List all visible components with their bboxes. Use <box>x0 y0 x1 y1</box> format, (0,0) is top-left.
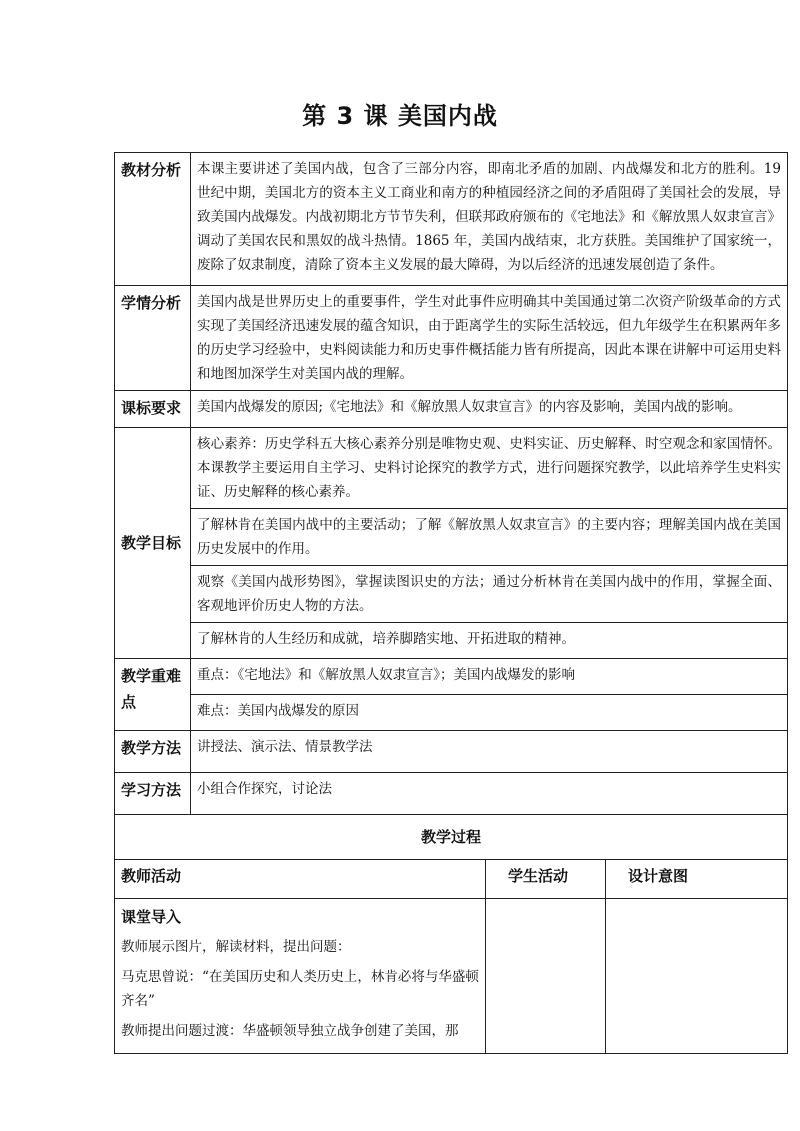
goal-item: 了解林肯的人生经历和成就，培养脚踏实地、开拓进取的精神。 <box>191 623 788 659</box>
goal-item: 观察《美国内战形势图》，掌握读图识史的方法；通过分析林肯在美国内战中的作用，掌握全面、客观地评价历史人物的方法。 <box>191 566 788 623</box>
row-label: 学习方法 <box>115 773 191 815</box>
process-table <box>114 814 788 1054</box>
row-content: 本课主要讲述了美国内战，包含了三部分内容，即南北矛盾的加剧、内战爆发和北方的胜利。19 世纪中期，美国北方的资本主义工商业和南方的种植园经济之间的矛盾阻碍了美国社会的发展，导致美国内战爆发。内战初期北方节节失利，但联邦政府颁布的《宅地法》和《解放黑人奴隶宣言》调动了美国农民和黑奴的战斗热情。1865 年，美国内战结束，北方获胜。美国维护了国家统一，废除了奴隶制度，清除了资本主义发展的最大障碍，为以后经济的迅速发展创造了条件。 <box>191 153 788 286</box>
key-item: 重点：《宅地法》和《解放黑人奴隶宣言》；美国内战爆发的影响 <box>191 659 788 695</box>
row-learning-method <box>115 773 788 815</box>
row-content: 美国内战是世界历史上的重要事件，学生对此事件应明确其中美国通过第二次资产阶级革命的方式实现了美国经济迅速发展的蕴含知识，由于距离学生的实际生活较远，但九年级学生在积累两年多的历史学习经验中，史料阅读能力和历史事件概括能力皆有所提高，因此本课在讲解中可运用史料和地图加深学生对美国内战的理解。 <box>191 286 788 391</box>
intro-heading: 课堂导入 <box>121 908 182 926</box>
process-title-row <box>115 815 788 860</box>
process-header-row <box>115 860 788 899</box>
row-label: 教学方法 <box>115 731 191 773</box>
lesson-plan-table <box>114 152 787 1054</box>
student-activity-cell <box>486 899 606 1054</box>
key-item: 难点：美国内战爆发的原因 <box>191 695 788 731</box>
intro-paragraph: 教师展示图片，解读材料，提出问题： <box>121 939 351 955</box>
intro-paragraph: 马克思曾说：“在美国历史和人类历史上，林肯必将与华盛顿齐名” <box>121 969 479 1009</box>
intro-paragraph: 教师提出问题过渡：华盛顿领导独立战争创建了美国，那 <box>121 1023 459 1039</box>
goals-label: 教学目标 <box>115 428 191 659</box>
goal-item: 核心素养：历史学科五大核心素养分别是唯物史观、史料实证、历史解释、时空观念和家国情怀。本课教学主要运用自主学习、史料讨论探究的教学方式，进行问题探究教学，以此培养学生史料实证、历史解释的核心素养。 <box>191 428 788 509</box>
header-student-activity: 学生活动 <box>486 860 606 899</box>
row-textbook-analysis <box>115 153 788 286</box>
page-title: 第 3 课 美国内战 <box>302 102 498 130</box>
row-difficulty <box>115 695 788 731</box>
row-goal-core <box>115 428 788 509</box>
process-title: 教学过程 <box>115 815 788 860</box>
row-goal-3 <box>115 566 788 623</box>
key-label: 教学重难点 <box>115 659 191 731</box>
row-teaching-method <box>115 731 788 773</box>
design-intent-cell <box>606 899 788 1054</box>
process-intro-row <box>115 899 788 1054</box>
row-curriculum-requirement <box>115 391 788 428</box>
teacher-activity-cell <box>115 899 486 1054</box>
header-teacher-activity: 教师活动 <box>115 860 486 899</box>
row-label: 教材分析 <box>115 153 191 286</box>
row-label: 课标要求 <box>115 391 191 428</box>
row-label: 学情分析 <box>115 286 191 391</box>
header-design-intent: 设计意图 <box>606 860 788 899</box>
row-key-point <box>115 659 788 695</box>
row-goal-2 <box>115 509 788 566</box>
row-goal-4 <box>115 623 788 659</box>
row-student-analysis <box>115 286 788 391</box>
goal-item: 了解林肯在美国内战中的主要活动；了解《解放黑人奴隶宣言》的主要内容；理解美国内战在美国历史发展中的作用。 <box>191 509 788 566</box>
row-content: 讲授法、演示法、情景教学法 <box>191 731 788 773</box>
row-content: 美国内战爆发的原因;《宅地法》和《解放黑人奴隶宣言》的内容及影响，美国内战的影响。 <box>191 391 788 428</box>
row-content: 小组合作探究，讨论法 <box>191 773 788 815</box>
